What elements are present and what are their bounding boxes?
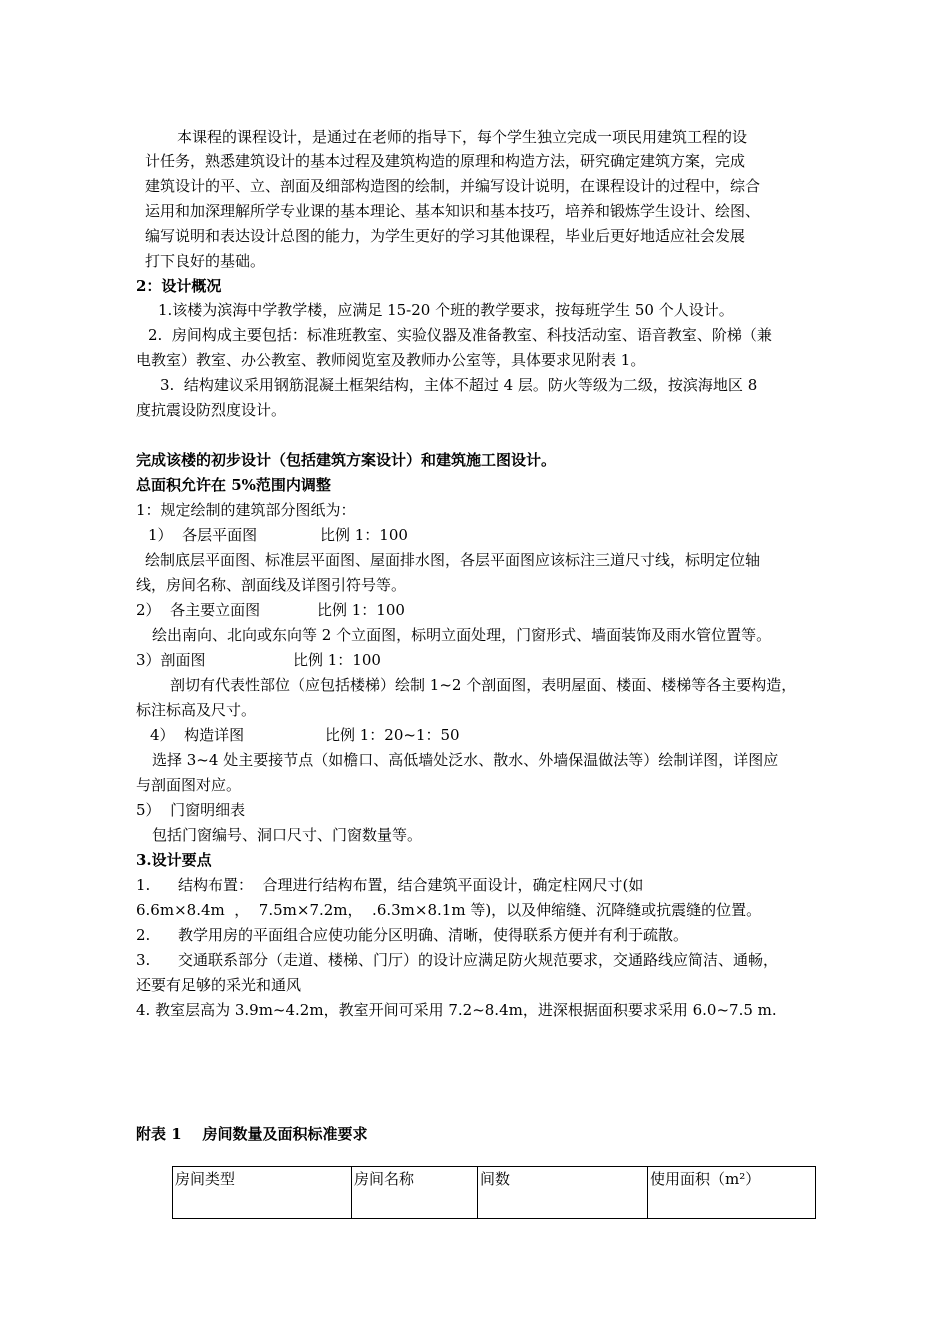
drawing-3-scale: 比例 1：100 (293, 651, 381, 669)
drawing-1-desc-2: 线，房间名称、剖面线及详图引符号等。 (136, 576, 407, 594)
intro-line-3: 建筑设计的平、立、剖面及细部构造图的绘制，并编写设计说明，在课程设计的过程中，综合 (145, 177, 761, 195)
drawing-1-desc-1: 绘制底层平面图、标准层平面图、屋面排水图，各层平面图应该标注三道尺寸线，标明定位轴 (145, 551, 761, 569)
drawing-2-desc-1: 绘出南向、北向或东向等 2 个立面图，标明立面处理，门窗形式、墙面装饰及雨水管位置等。 (152, 626, 772, 644)
drawing-3-desc-2: 标注标高及尺寸。 (136, 701, 257, 719)
drawing-4-scale: 比例 1：20~1：50 (325, 726, 460, 744)
point-1-number: 1. (136, 876, 151, 894)
overview-item-2-line-1: 2. 房间构成主要包括：标准班教室、实验仪器及准备教室、科技活动室、语音教室、阶梯（兼 (148, 326, 772, 344)
intro-line-6: 打下良好的基础。 (145, 252, 266, 270)
point-2-number: 2. (136, 926, 151, 944)
header-room-type: 房间类型 (173, 1167, 352, 1219)
overview-item-2-line-2: 电教室）教室、办公教室、教师阅览室及教师办公室等，具体要求见附表 1。 (136, 351, 646, 369)
header-usable-area: 使用面积（m²） (648, 1167, 816, 1219)
overview-heading: 2：设计概况 (136, 277, 222, 295)
intro-line-5: 编写说明和表达设计总图的能力，为学生更好的学习其他课程，毕业后更好地适应社会发展 (145, 227, 746, 245)
point-3-text: 交通联系部分（走道、楼梯、门厅）的设计应满足防火规范要求，交通路线应简洁、通畅， (178, 951, 779, 969)
task-line-1: 完成该楼的初步设计（包括建筑方案设计）和建筑施工图设计。 (136, 451, 557, 469)
drawing-1-scale: 比例 1：100 (320, 526, 408, 544)
point-1-text: 结构布置： 合理进行结构布置，结合建筑平面设计，确定柱网尺寸(如 (178, 876, 644, 894)
appendix-title: 附表 1 房间数量及面积标准要求 (136, 1125, 368, 1143)
drawing-2-title: 2） 各主要立面图 (136, 601, 261, 619)
room-requirements-table (172, 1166, 816, 1219)
header-room-count: 间数 (478, 1167, 648, 1219)
point-1-continuation: 6.6m×8.4m ， 7.5m×7.2m， .6.3m×8.1m 等)，以及伸缩缝、沉降缝或抗震缝的位置。 (136, 901, 762, 919)
task-line-3: 1：规定绘制的建筑部分图纸为： (136, 501, 356, 519)
drawing-4-desc-2: 与剖面图对应。 (136, 776, 242, 794)
point-3-continuation: 还要有足够的采光和通风 (136, 976, 302, 994)
drawing-3-desc-1: 剖切有代表性部位（应包括楼梯）绘制 1~2 个剖面图，表明屋面、楼面、楼梯等各主要构造， (170, 676, 797, 694)
drawing-5-desc-1: 包括门窗编号、洞口尺寸、门窗数量等。 (152, 826, 423, 844)
drawing-5-title: 5） 门窗明细表 (136, 801, 246, 819)
drawing-3-title: 3）剖面图 (136, 651, 206, 669)
intro-line-2: 计任务，熟悉建筑设计的基本过程及建筑构造的原理和构造方法，研究确定建筑方案，完成 (145, 152, 746, 170)
point-4-text: 4. 教室层高为 3.9m~4.2m，教室开间可采用 7.2~8.4m，进深根据面积要求采用 6.0~7.5 m. (136, 1001, 777, 1019)
table-header-row (173, 1167, 816, 1219)
intro-line-4: 运用和加深理解所学专业课的基本理论、基本知识和基本技巧，培养和锻炼学生设计、绘图、 (145, 202, 761, 220)
intro-line-1: 本课程的课程设计，是通过在老师的指导下，每个学生独立完成一项民用建筑工程的设 (177, 128, 748, 146)
header-room-name: 房间名称 (352, 1167, 478, 1219)
drawing-4-title: 4） 构造详图 (150, 726, 245, 744)
point-3-number: 3. (136, 951, 151, 969)
point-2-text: 教学用房的平面组合应使功能分区明确、清晰，使得联系方便并有利于疏散。 (178, 926, 689, 944)
overview-item-3-line-1: 3. 结构建议采用钢筋混凝土框架结构，主体不超过 4 层。防火等级为二级，按滨海地区 8 (160, 376, 758, 394)
points-heading: 3.设计要点 (136, 851, 212, 869)
drawing-4-desc-1: 选择 3~4 处主要接节点（如檐口、高低墙处泛水、散水、外墙保温做法等）绘制详图，详图应 (152, 751, 779, 769)
drawing-2-scale: 比例 1：100 (317, 601, 405, 619)
overview-item-1: 1.该楼为滨海中学教学楼，应满足 15-20 个班的教学要求，按每班学生 50 个人设计。 (158, 301, 734, 319)
overview-item-3-line-2: 度抗震设防烈度设计。 (136, 401, 287, 419)
drawing-1-title: 1） 各层平面图 (148, 526, 258, 544)
task-line-2: 总面积允许在 5%范围内调整 (136, 476, 331, 494)
